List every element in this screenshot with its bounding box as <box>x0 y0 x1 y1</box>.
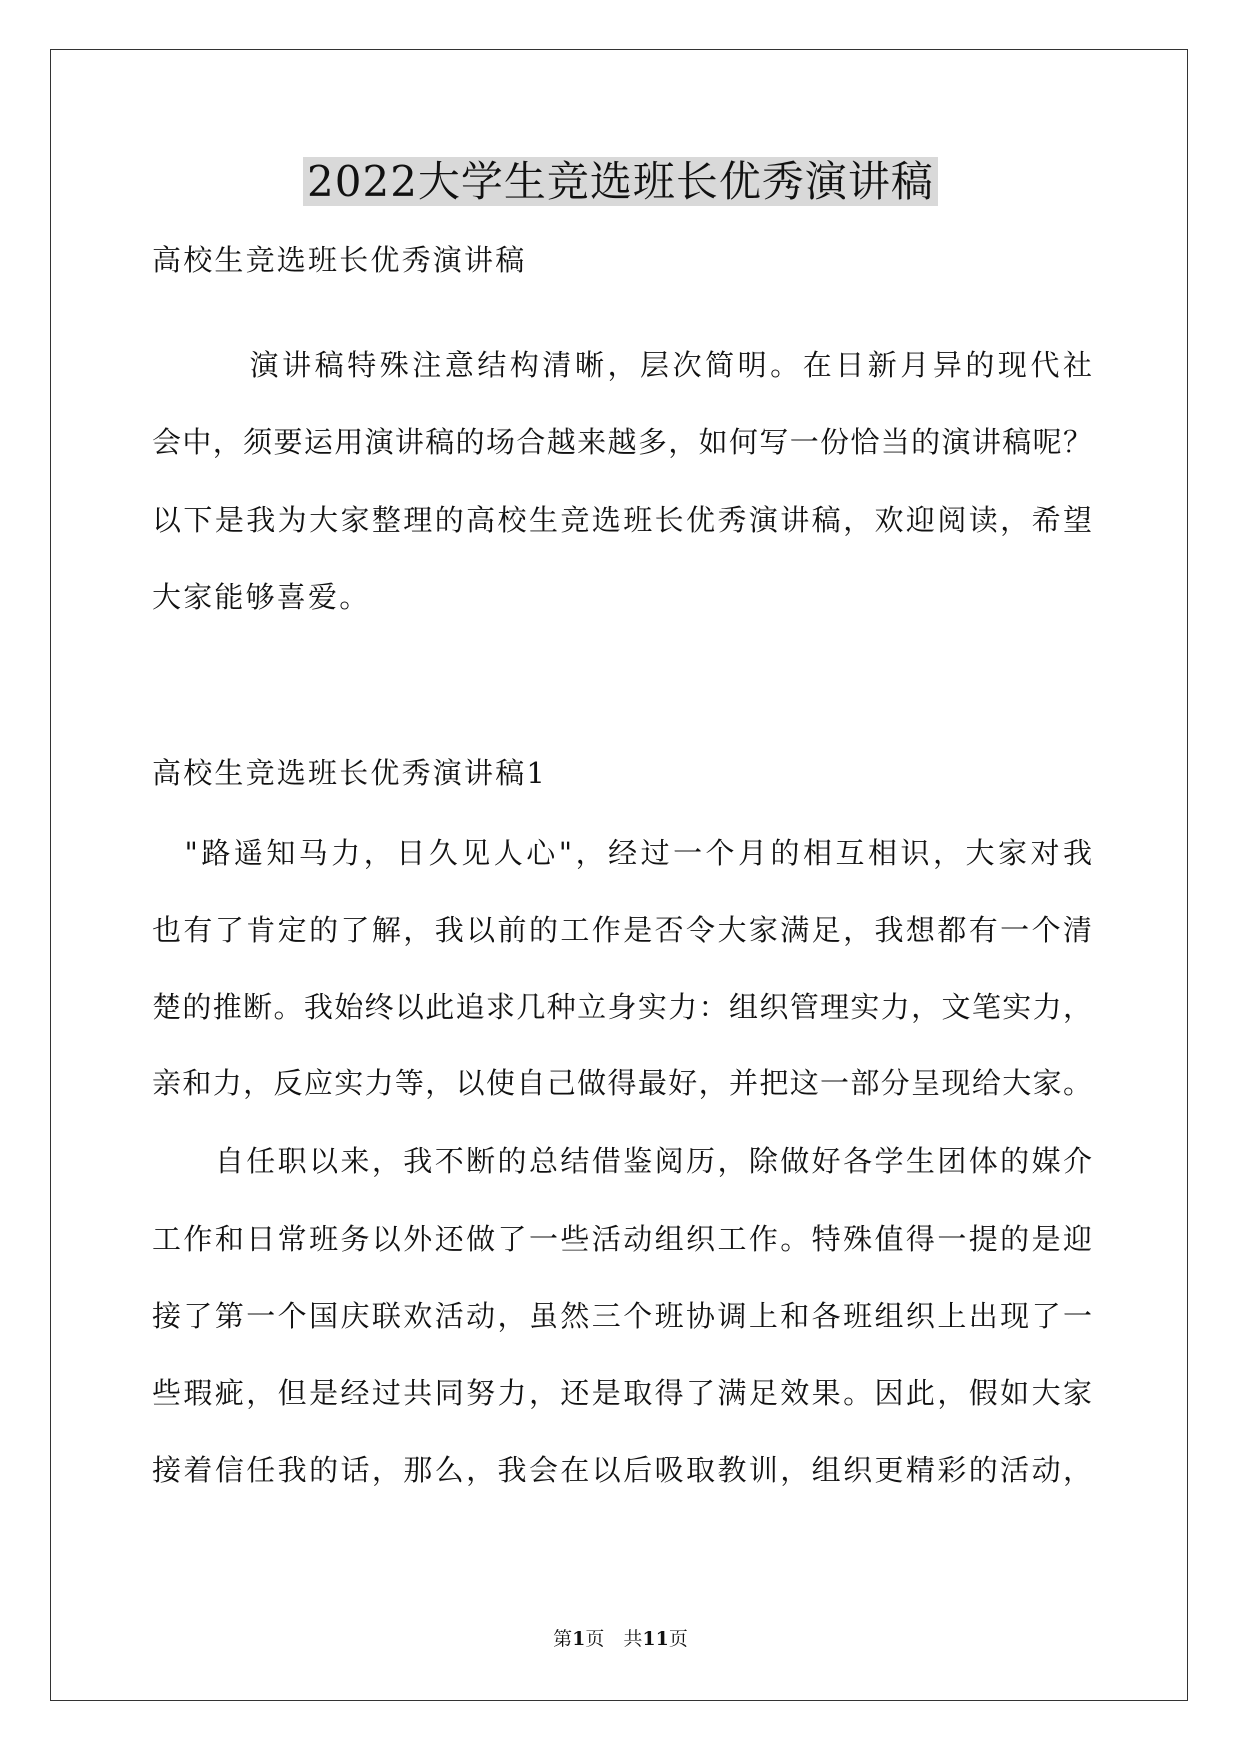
footer-suffix: 页 <box>668 1628 688 1650</box>
document-title-text: 2022大学生竞选班长优秀演讲稿 <box>303 157 938 206</box>
paragraph-line: 也有了肯定的了解，我以前的工作是否令大家满足，我想都有一个清 <box>152 913 1092 947</box>
paragraph-line: 些瑕疵，但是经过共同努力，还是取得了满足效果。因此，假如大家 <box>152 1376 1092 1410</box>
current-page-number: 1 <box>572 1628 586 1650</box>
footer-mid: 页 共 <box>585 1628 643 1650</box>
paragraph-line: 工作和日常班务以外还做了一些活动组织工作。特殊值得一提的是迎 <box>152 1222 1092 1256</box>
intro-line: 会中，须要运用演讲稿的场合越来越多，如何写一份恰当的演讲稿呢？ <box>152 425 1092 459</box>
page-footer <box>0 1626 1241 1652</box>
paragraph-line: 自任职以来，我不断的总结借鉴阅历，除做好各学生团体的媒介 <box>152 1144 1092 1178</box>
intro-line: 大家能够喜爱。 <box>152 580 371 614</box>
paragraph-line: "路遥知马力，日久见人心"，经过一个月的相互相识，大家对我 <box>152 836 1092 870</box>
intro-line: 演讲稿特殊注意结构清晰，层次简明。在日新月异的现代社 <box>152 348 1092 382</box>
paragraph-line: 亲和力，反应实力等，以使自己做得最好，并把这一部分呈现给大家。 <box>152 1066 1092 1100</box>
document-title <box>0 152 1241 212</box>
paragraph-line: 接了第一个国庆联欢活动，虽然三个班协调上和各班组织上出现了一 <box>152 1299 1092 1333</box>
intro-line: 以下是我为大家整理的高校生竞选班长优秀演讲稿，欢迎阅读，希望 <box>152 503 1092 537</box>
total-pages-number: 11 <box>642 1628 669 1650</box>
section-heading: 高校生竞选班长优秀演讲稿1 <box>152 756 548 790</box>
paragraph-line: 楚的推断。我始终以此追求几种立身实力：组织管理实力，文笔实力， <box>152 990 1092 1024</box>
paragraph-line: 接着信任我的话，那么，我会在以后吸取教训，组织更精彩的活动， <box>152 1453 1092 1487</box>
footer-prefix: 第 <box>553 1628 573 1650</box>
document-subtitle: 高校生竞选班长优秀演讲稿 <box>152 243 527 277</box>
